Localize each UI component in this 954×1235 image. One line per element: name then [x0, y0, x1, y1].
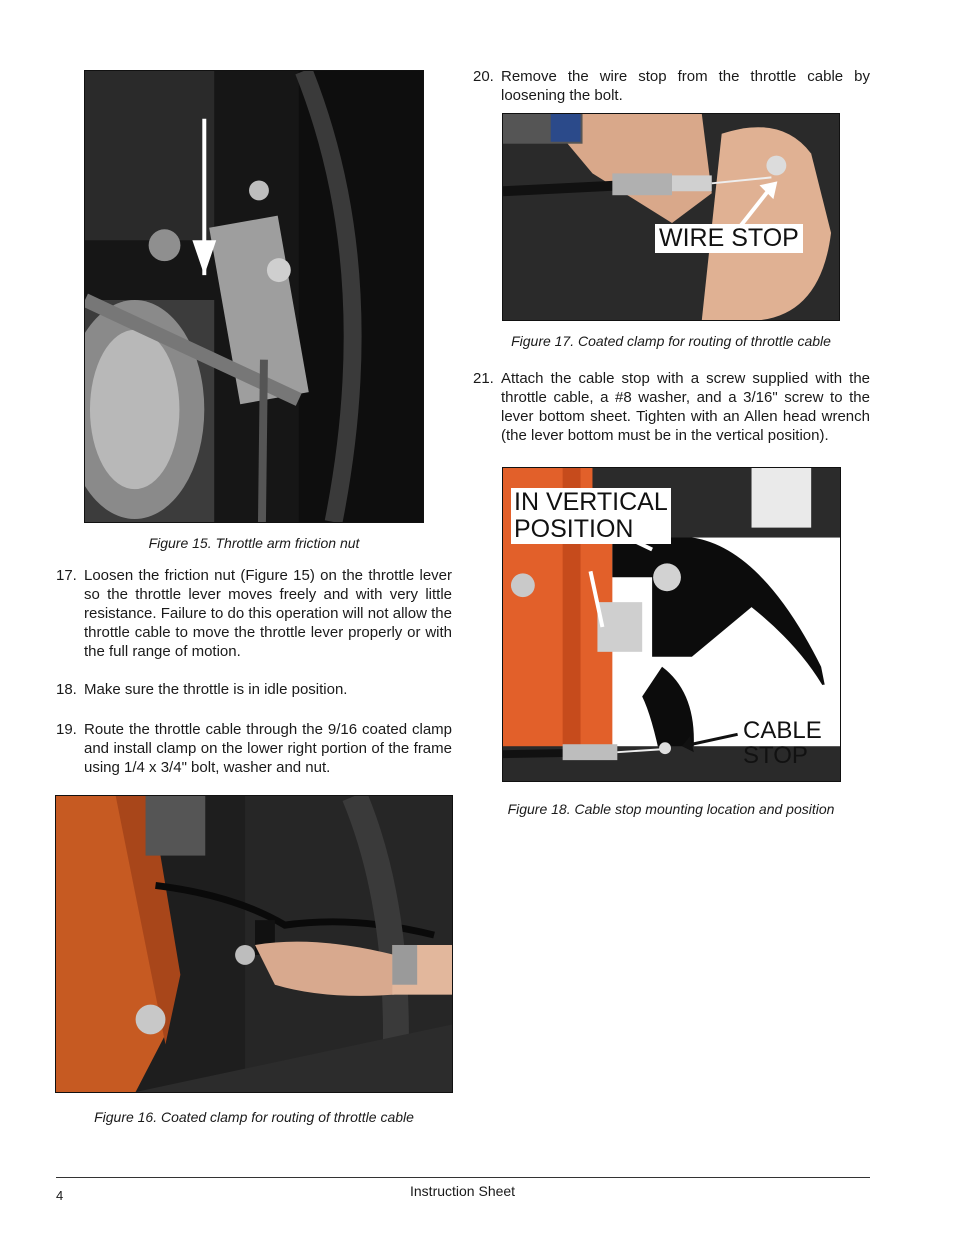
figure-16-caption: Figure 16. Coated clamp for routing of throttle cable: [94, 1109, 414, 1125]
figure-17-illustration: [503, 114, 839, 320]
step-text: Make sure the throttle is in idle position.: [84, 681, 348, 698]
cable-line: CABLE: [743, 717, 822, 744]
wire-stop-label: WIRE STOP: [655, 224, 803, 253]
footer-title: Instruction Sheet: [410, 1183, 516, 1199]
step-20: [473, 67, 870, 107]
in-vertical-line: IN VERTICAL: [514, 488, 668, 516]
step-number: 20.: [473, 68, 494, 85]
step-number: 17.: [56, 567, 77, 584]
figure-18-caption: Figure 18. Cable stop mounting location and position: [507, 801, 835, 817]
figure-18-photo: [502, 467, 841, 782]
figure-15-caption: Figure 15. Throttle arm friction nut: [148, 535, 360, 551]
step-21: [473, 369, 870, 447]
step-text: Remove the wire stop from the throttle cable by loosening the bolt.: [501, 68, 870, 104]
step-text: Loosen the friction nut (Figure 15) on the throttle lever so the throttle lever moves freely and with very little resistance. Failure to do this operation will not allow the throttle cable to move the throttle lever properly or with the full range of motion.: [84, 567, 452, 660]
step-18: [56, 680, 452, 700]
step-number: 18.: [56, 681, 77, 698]
footer-rule: [56, 1177, 870, 1178]
page-number: 4: [56, 1188, 64, 1203]
stop-line: STOP: [743, 742, 808, 770]
step-19: [56, 720, 452, 778]
figure-16-photo: [55, 795, 453, 1093]
cable-stop-label: [743, 718, 822, 768]
position-line: POSITION: [514, 515, 634, 543]
figure-17-photo: [502, 113, 840, 321]
figure-15-photo: [84, 70, 424, 523]
figure-15-illustration: [85, 71, 423, 522]
step-number: 21.: [473, 370, 494, 387]
step-text: Route the throttle cable through the 9/16 coated clamp and install clamp on the lower right portion of the frame using 1/4 x 3/4" bolt, washer and nut.: [84, 721, 452, 776]
figure-16-illustration: [56, 796, 452, 1092]
step-17: [56, 566, 452, 661]
step-number: 19.: [56, 721, 77, 738]
in-vertical-position-label: [511, 488, 671, 544]
figure-17-caption: Figure 17. Coated clamp for routing of throttle cable: [511, 333, 831, 349]
step-text: Attach the cable stop with a screw supplied with the throttle cable, a #8 washer, and a 3/16" screw to the lever bottom sheet. Tighten with an Allen head wrench (the lever bottom must be in the vertical position).: [501, 370, 870, 444]
